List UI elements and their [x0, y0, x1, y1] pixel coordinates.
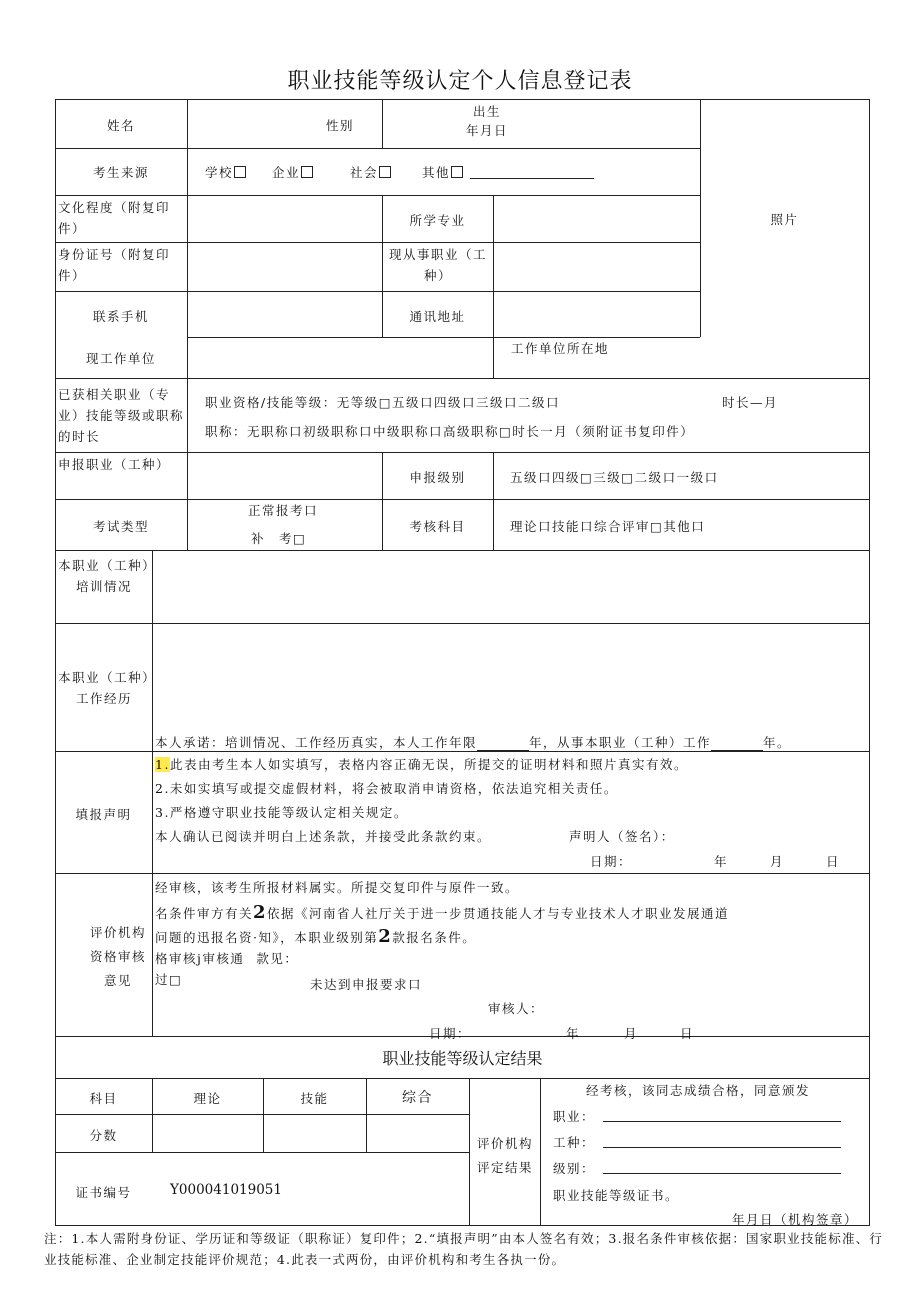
result-passed-text: 经考核，该同志成绩合格，同意颁发: [586, 1083, 811, 1098]
result-score-label: 分数: [89, 1128, 118, 1143]
declaration-item-1: 1.此表由考生本人如实填写，表格内容正确无误，所提交的证明材料和照片真实有效。: [155, 757, 688, 772]
result-job-field[interactable]: [603, 1107, 841, 1122]
result-job-label: 职业：: [553, 1109, 596, 1124]
exam-type-normal[interactable]: 正常报考口: [248, 503, 319, 518]
result-certificate-text: 职业技能等级证书。: [553, 1188, 680, 1203]
declaration-date-day: 日: [826, 854, 841, 869]
review-date-year: 年: [566, 1026, 581, 1041]
review-line-1: 经审核，该考生所报材料属实。所提交复印件与原件一致。: [155, 880, 520, 895]
declaration-item-3: 3.严格遵守职业技能等级认定相关规定。: [155, 805, 408, 820]
qualification-level-options[interactable]: 职业资格/技能等级：无等级□五级口四级口三级口二级口: [205, 395, 561, 410]
exam-type-makeup[interactable]: 补 考□: [251, 531, 307, 546]
gender-label: 性别: [326, 118, 355, 133]
source-option-school[interactable]: 学校: [205, 163, 246, 181]
result-combined-header: 综合: [402, 1090, 433, 1106]
review-not-met-option[interactable]: 未达到申报要求口: [310, 977, 423, 992]
review-date-day: 日: [680, 1026, 695, 1041]
apply-level-label: 申报级别: [409, 470, 466, 485]
review-line-2: 名条件审方有关2依据《河南省人社厅关于进一步贯通技能人才与专业技术人才职业发展通道: [155, 902, 730, 923]
unit-location-label: 工作单位所在地: [511, 341, 610, 356]
title-level-options[interactable]: 职称：无职称口初级职称口中级职称口高级职称□时长一月（须附证书复印件）: [205, 424, 695, 439]
source-option-society[interactable]: 社会: [350, 163, 391, 181]
result-skill-header: 技能: [300, 1091, 329, 1106]
certificate-number-label: 证书编号: [75, 1185, 132, 1200]
form-title: 职业技能等级认定个人信息登记表: [287, 69, 633, 94]
education-label: 文化程度（附复印件）: [58, 200, 171, 236]
review-line-3: 问题的迅报名资·知》，本职业级别第2款报名条件。: [155, 926, 477, 947]
obtained-qualification-label: 已获相关职业（专业）技能等级或职称的时长: [58, 387, 185, 444]
major-label: 所学专业: [409, 213, 466, 228]
reviewer-label: 审核人：: [488, 1001, 545, 1016]
declaration-date-year: 年: [714, 854, 729, 869]
work-years-promise: 本人承诺：培训情况、工作经历真实，本人工作年限 年，从事本职业（工种）工作 年。: [155, 735, 792, 750]
exam-subject-label: 考核科目: [409, 519, 466, 534]
source-label: 考生来源: [92, 165, 149, 180]
declaration-item-2: 2.未如实填写或提交虚假材料，将会被取消申请资格，依法追究相关责任。: [155, 781, 618, 796]
review-label: 评价机构资格审核意见: [89, 925, 146, 988]
review-line-4: 格审核j审核通 款见：: [155, 951, 299, 966]
result-subject-header: 科目: [89, 1091, 118, 1106]
birth-label-2: 年月日: [465, 123, 508, 138]
apply-job-label: 申报职业（工种）: [58, 457, 171, 472]
declaration-confirm: 本人确认已阅读并明白上述条款，并接受此条款约束。: [155, 829, 492, 844]
id-number-label: 身份证号（附复印件）: [58, 247, 171, 283]
org-stamp-label: 年月日（机构签章）: [732, 1212, 859, 1227]
review-date-label: 日期：: [429, 1026, 472, 1041]
declarant-signature-label: 声明人（签名）：: [569, 829, 675, 844]
declaration-date-month: 月: [770, 854, 785, 869]
result-theory-header: 理论: [193, 1091, 222, 1106]
exam-type-label: 考试类型: [92, 519, 149, 534]
training-label: 本职业（工种）培训情况: [58, 558, 150, 594]
phone-label: 联系手机: [92, 309, 149, 324]
experience-label: 本职业（工种）工作经历: [58, 670, 150, 706]
source-other-field[interactable]: [470, 163, 594, 179]
job-years-field[interactable]: [711, 736, 763, 751]
declaration-label: 填报声明: [75, 807, 132, 822]
footnote: 注：1.本人需附身份证、学历证和等级证（职称证）复印件；2.“填报声明”由本人签名有效；3.报名条件审核依据：国家职业技能标准、行业技能标准、企业制定技能评价规范；4.此表一式两份，由评价机构和考生各执一份。: [44, 1231, 884, 1267]
current-job-label: 现从事职业（工种）: [388, 247, 487, 283]
review-pass-option[interactable]: 过□: [155, 972, 183, 987]
workunit-label: 现工作单位: [85, 351, 156, 366]
apply-level-options[interactable]: 五级口四级□三级□二级口一级口: [510, 470, 719, 485]
result-level-label: 级别：: [553, 1161, 596, 1176]
name-label: 姓名: [106, 118, 135, 133]
result-level-field[interactable]: [603, 1159, 841, 1174]
work-years-field[interactable]: [477, 736, 529, 751]
qualification-duration: 时长—月: [722, 395, 779, 410]
photo-label: 照片: [770, 212, 799, 227]
birth-label: 出生: [472, 104, 501, 119]
result-worktype-field[interactable]: [603, 1133, 841, 1148]
exam-subject-options[interactable]: 理论口技能口综合评审□其他口: [510, 519, 706, 534]
source-option-company[interactable]: 企业: [272, 163, 313, 181]
review-date-month: 月: [624, 1026, 639, 1041]
org-result-label: 评价机构评定结果: [476, 1136, 533, 1175]
certificate-number: Y000041019051: [170, 1182, 282, 1198]
address-label: 通讯地址: [409, 309, 466, 324]
source-option-other[interactable]: 其他: [422, 163, 463, 181]
declaration-date-label: 日期：: [590, 854, 633, 869]
result-section-title: 职业技能等级认定结果: [382, 1049, 543, 1068]
result-worktype-label: 工种：: [553, 1135, 596, 1150]
